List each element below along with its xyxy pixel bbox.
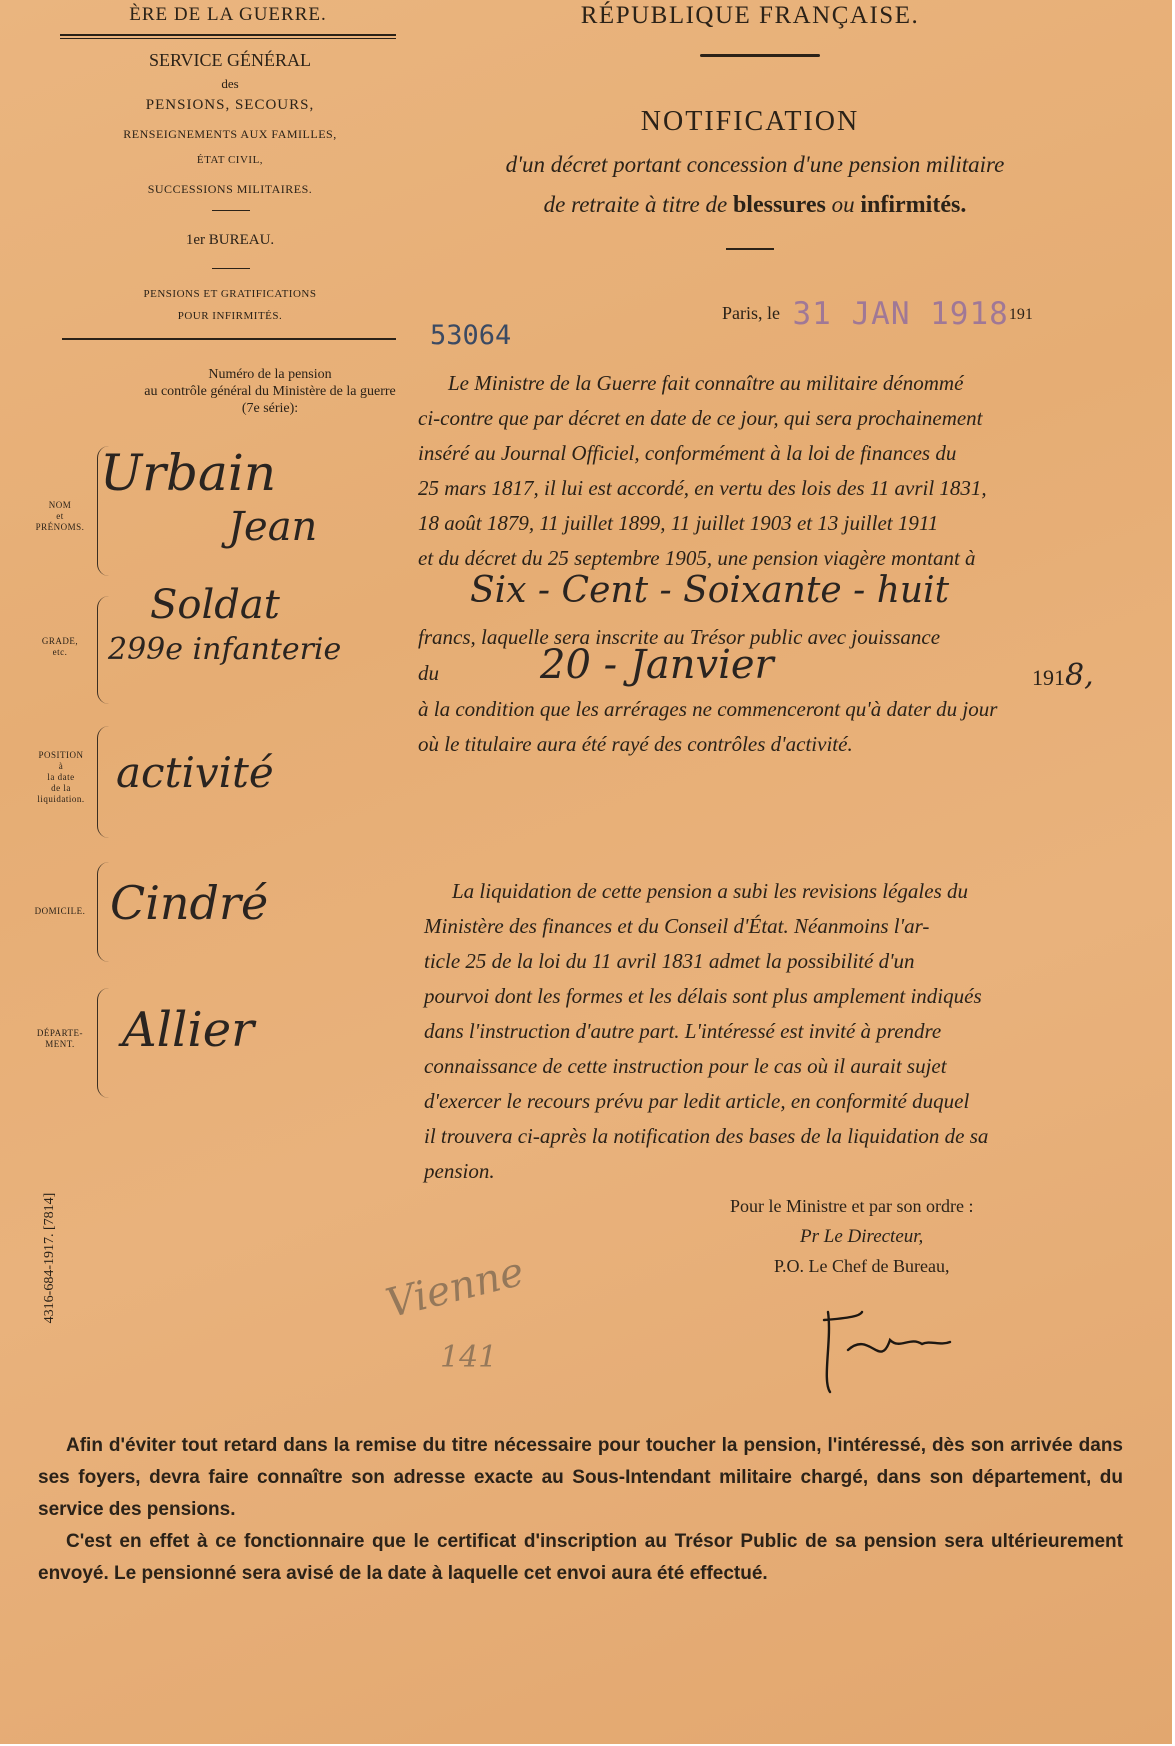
field-brace <box>97 862 110 962</box>
pencil-note-number: 141 <box>440 1340 498 1375</box>
ornament-rule <box>700 54 820 57</box>
francs-line: francs, laquelle sera inscrite au Trésor public avec jouissance <box>418 625 941 649</box>
position-value: activité <box>116 748 274 797</box>
date-stamp: 31 JAN 1918 <box>792 296 1009 332</box>
departement-label-2: MENT. <box>45 1039 75 1049</box>
notification-subtitle-2 <box>420 192 1090 219</box>
decree-tail <box>418 692 1120 762</box>
notice-paragraph-2: C'est en effet à ce fonctionnaire que le certificat d'inscription au Trésor Public de sa pension sera ultérieurement envoyé. Le pensionné sera avisé de la date à laquelle cet envoi aura été effectué. <box>38 1531 1123 1584</box>
liquidation-line: La liquidation de cette pension a subi les revisions légales du <box>452 879 968 903</box>
grade-value-unit: 299e infanterie <box>108 632 342 667</box>
liquidation-line: ticle 25 de la loi du 11 avril 1831 admet la possibilité d'un <box>424 949 915 973</box>
pension-number-label <box>120 366 420 417</box>
bureau-label: 1er BUREAU. <box>185 232 275 248</box>
service-general: SERVICE GÉNÉRAL <box>148 50 312 70</box>
pensions-gratifications: PENSIONS ET GRATIFICATIONS <box>143 288 317 300</box>
decree-line: 25 mars 1817, il lui est accordé, en vertu des lois des 11 avril 1831, <box>418 476 987 500</box>
subtitle-prefix: de retraite à titre de <box>543 192 728 217</box>
liquidation-line: Ministère des finances et du Conseil d'État. Néanmoins l'ar- <box>424 914 930 938</box>
decree-tail-line: où le titulaire aura été rayé des contrôles d'activité. <box>418 732 853 756</box>
date-line <box>722 296 1033 332</box>
decree-line: ci-contre que par décret en date de ce jour, qui sera prochainement <box>418 406 983 430</box>
service-renseignements: RENSEIGNEMENTS AUX FAMILLES, <box>123 127 337 141</box>
departement-value: Allier <box>122 1002 255 1058</box>
liquidation-line: pourvoi dont les formes et les délais sont plus amplement indiqués <box>424 984 982 1008</box>
divider-line <box>62 338 396 340</box>
short-divider <box>726 248 774 250</box>
subtitle-or: ou <box>831 192 855 217</box>
decree-paragraph <box>418 366 1120 576</box>
du-year-hand: 8, <box>1065 658 1094 693</box>
nom-value-firstname: Jean <box>228 504 318 550</box>
divider-line <box>60 34 396 36</box>
field-brace <box>97 988 110 1098</box>
field-brace <box>97 726 110 838</box>
grade-label-2: etc. <box>52 647 68 657</box>
service-pensions: PENSIONS, SECOURS, <box>145 97 315 113</box>
short-divider <box>212 268 250 269</box>
pension-number-label-1: Numéro de la pension <box>208 367 332 382</box>
domicile-value: Cindré <box>110 876 269 930</box>
signature-line-1: Pour le Ministre et par son ordre : <box>730 1196 974 1216</box>
liquidation-line: connaissance de cette instruction pour le cas où il aurait sujet <box>424 1054 947 1078</box>
divider-line <box>60 38 396 39</box>
pour-infirmites: POUR INFIRMITÉS. <box>177 310 283 322</box>
liquidation-paragraph <box>424 874 1120 1189</box>
pension-amount: Six - Cent - Soixante - huit <box>470 570 950 611</box>
position-label-1: POSITION <box>38 750 84 760</box>
liquidation-line: pension. <box>424 1159 495 1183</box>
signature-mark <box>810 1300 960 1400</box>
decree-line: inséré au Journal Officiel, conformément à la loi de finances du <box>418 441 957 465</box>
domicile-label-1: DOMICILE. <box>34 906 86 916</box>
notification-title: NOTIFICATION <box>640 106 860 137</box>
departement-label-1: DÉPARTE- <box>36 1028 84 1038</box>
service-etat-civil: ÉTAT CIVIL, <box>196 154 264 166</box>
position-label-3: la date <box>47 772 75 782</box>
signature-line-3: P.O. Le Chef de Bureau, <box>774 1256 950 1276</box>
du-year <box>1032 658 1094 693</box>
pension-number-value: 53064 <box>430 320 512 351</box>
nom-label-3: PRÉNOMS. <box>35 522 85 532</box>
service-des: des <box>221 76 239 91</box>
position-label <box>28 750 94 805</box>
position-label-5: liquidation. <box>37 794 85 804</box>
grade-label <box>28 636 92 658</box>
domicile-label <box>28 906 92 917</box>
bottom-notice <box>38 1430 1123 1590</box>
decree-line: 18 août 1879, 11 juillet 1899, 11 juillet 1903 et 13 juillet 1911 <box>418 511 939 535</box>
decree-line: Le Ministre de la Guerre fait connaître au militaire dénommé <box>448 371 964 395</box>
subtitle-blessures: blessures <box>732 192 826 218</box>
departement-label <box>28 1028 92 1050</box>
liquidation-line: d'exercer le recours prévu par ledit article, en conformité duquel <box>424 1089 970 1113</box>
grade-value-rank: Soldat <box>150 582 280 628</box>
ministry-header: ÈRE DE LA GUERRE. <box>129 4 327 25</box>
du-label: du <box>418 661 439 685</box>
du-date-value: 20 - Janvier <box>540 642 774 688</box>
decree-tail-line: à la condition que les arrérages ne commenceront qu'à dater du jour <box>418 697 998 721</box>
short-divider <box>212 210 250 211</box>
signature-line-2: Pr Le Directeur, <box>800 1226 924 1247</box>
date-suffix: 191 <box>1008 306 1033 323</box>
service-successions: SUCCESSIONS MILITAIRES. <box>147 182 313 196</box>
republic-header: RÉPUBLIQUE FRANÇAISE. <box>580 2 920 29</box>
grade-label-1: GRADE, <box>41 636 79 646</box>
pension-number-label-3: (7e série): <box>241 401 299 416</box>
decree-line: et du décret du 25 septembre 1905, une pension viagère montant à <box>418 546 976 570</box>
liquidation-line: il trouvera ci-après la notification des bases de la liquidation de sa <box>424 1124 989 1148</box>
position-label-2: à <box>58 761 64 771</box>
subtitle-infirmites: infirmités. <box>860 192 967 218</box>
print-code: 4316-684-1917. [7814] <box>42 1192 57 1324</box>
nom-label-2: et <box>56 511 64 521</box>
position-label-4: de la <box>51 783 71 793</box>
date-prefix: Paris, le <box>722 303 780 323</box>
notification-subtitle-1: d'un décret portant concession d'une pension militaire <box>505 152 1005 177</box>
notice-paragraph-1: Afin d'éviter tout retard dans la remise du titre nécessaire pour toucher la pension, l'intéressé, dès son arrivée dans ses foyers, devra faire connaître son adresse exacte au Sous-Intendant militaire chargé, dans son département, du service des pensions. <box>38 1435 1123 1520</box>
pencil-note-city: Vienne <box>381 1248 529 1328</box>
du-year-prefix: 191 <box>1032 665 1065 690</box>
nom-label-1: NOM <box>48 500 72 510</box>
liquidation-line: dans l'instruction d'autre part. L'intéressé est invité à prendre <box>424 1019 942 1043</box>
pension-number-label-2: au contrôle général du Ministère de la guerre <box>144 384 396 399</box>
nom-label <box>28 500 92 533</box>
nom-value-surname: Urbain <box>100 444 277 502</box>
